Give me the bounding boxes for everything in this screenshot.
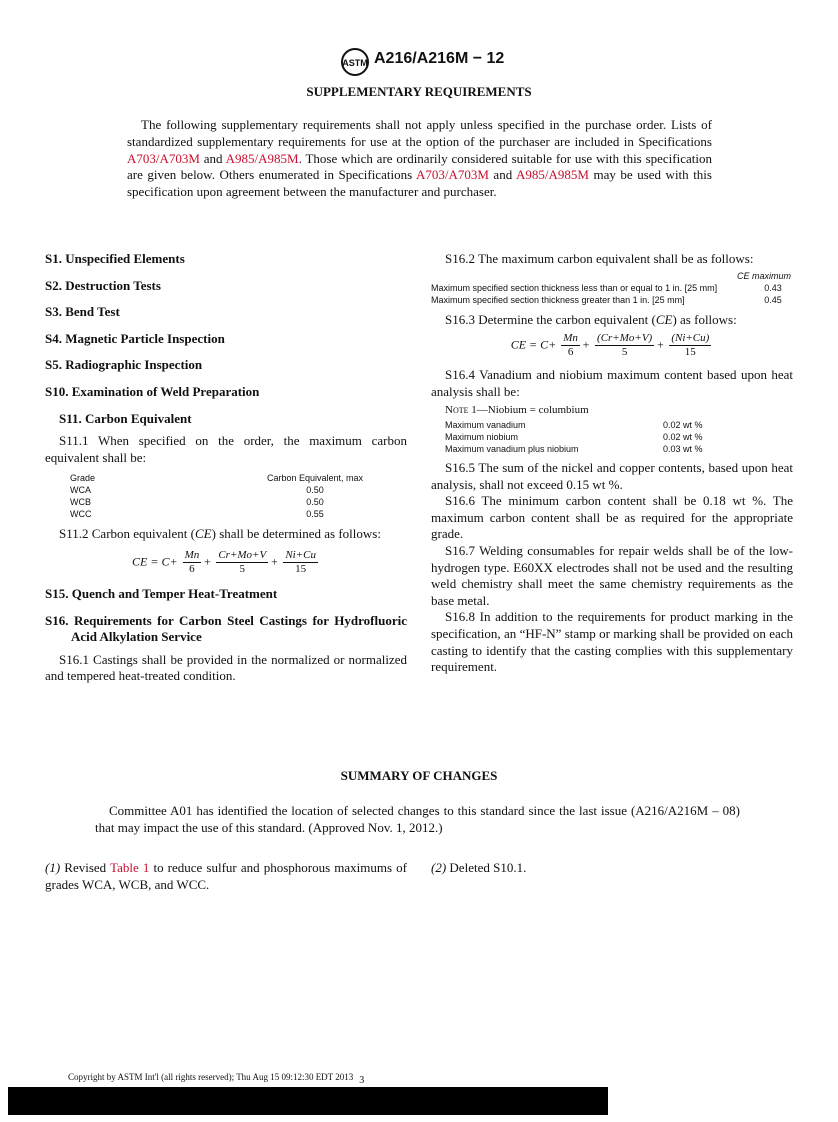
va-label: Maximum vanadium: [445, 419, 526, 430]
s10-heading: S10. Examination of Weld Preparation: [45, 383, 260, 399]
grade-cell: WCA: [70, 485, 91, 496]
ce-value-cell: 0.55: [306, 509, 324, 520]
s3-heading: S3. Bend Test: [45, 304, 120, 320]
s4-heading: S4. Magnetic Particle Inspection: [45, 330, 225, 346]
redaction-bar: [8, 1087, 608, 1115]
s16-5-text: S16.5 The sum of the nickel and copper contents, based upon heat analysis, shall not exceed 0.15 wt %.: [431, 459, 793, 492]
ce-value-cell: 0.50: [306, 497, 324, 508]
va-label: Maximum niobium: [445, 431, 519, 442]
ce-max-value: 0.45: [764, 294, 782, 305]
s11-2-text: S11.2 Carbon equivalent (CE) shall be determined as follows:: [59, 526, 381, 542]
grade-cell: WCB: [70, 497, 91, 508]
intro-text: may be used with this specification upon agreement between the manufacturer and purchaser.: [127, 167, 712, 200]
summary-title: SUMMARY OF CHANGES: [340, 768, 498, 783]
s16-6-text: S16.6 The minimum carbon content shall be 0.18 wt %. The maximum carbon content shall be as required for the appropriate grade.: [431, 493, 793, 542]
s1-heading: S1. Unspecified Elements: [45, 251, 185, 266]
supplementary-intro: [127, 117, 712, 201]
left-column: [45, 251, 407, 685]
va-value: 0.03 wt %: [663, 443, 703, 454]
grade-cell: WCC: [70, 509, 92, 520]
s11-heading: S11. Carbon Equivalent: [59, 410, 192, 426]
spec-link[interactable]: A703/A703M: [415, 167, 489, 183]
intro-text: and: [488, 167, 517, 183]
ce-header: Carbon Equivalent, max: [266, 473, 364, 484]
intro-text: . Those which are ordinarily considered suitable for use with this specification are given below. Others enumerated in Specifications: [127, 150, 712, 183]
vanadium-niobium-table: [431, 419, 793, 455]
s16-7-text: S16.7 Welding consumables for repair welds shall be of the low-hydrogen type. E60XX electrodes shall not be used and the resulting weld chemistry shall meet the same chemistry requirements as the base metal.: [431, 542, 793, 608]
va-value: 0.02 wt %: [663, 431, 703, 442]
copyright-footer: Copyright by ASTM Int'l (all rights reserved); Thu Aug 15 09:12:30 EDT 2013 3: [68, 1072, 365, 1086]
document-designation: A216/A216M − 12: [374, 50, 505, 67]
spec-link[interactable]: A703/A703M: [127, 150, 200, 166]
ce-max-table: [431, 270, 793, 306]
s2-heading: S2. Destruction Tests: [45, 277, 161, 293]
s16-2-text: S16.2 The maximum carbon equivalent shall be as follows:: [445, 251, 754, 266]
s5-heading: S5. Radiographic Inspection: [45, 357, 203, 373]
svg-text:ASTM: ASTM: [342, 58, 368, 68]
ce-value-cell: 0.50: [306, 485, 324, 496]
ce-max-header: CE maximum: [736, 270, 791, 281]
intro-text: The following supplementary requirements shall not apply unless specified in the purchase order. Lists of standardized supplementary requirements for use at the option of the purchaser are included in Specifications: [127, 117, 712, 149]
s11-1-text: S11.1 When specified on the order, the maximum carbon equivalent shall be:: [45, 433, 407, 465]
right-column: [431, 251, 793, 676]
ce-max-value: 0.43: [764, 282, 782, 293]
s16-3-text: S16.3 Determine the carbon equivalent (CE) as follows:: [445, 311, 737, 327]
summary-intro: Committee A01 has identified the location of selected changes to this standard since the last issue (A216/A216M – 08) that may impact the use of this standard. (Approved Nov. 1, 2012.): [95, 803, 740, 835]
spec-link[interactable]: A985/A985M: [516, 167, 589, 183]
note-1: Note 1—Niobium = columbium: [445, 404, 589, 417]
s16-8-text: S16.8 In addition to the requirements for product marking in the specification, an “HF-N” stamp or marking shall be provided on each casting to identify that the casting complies with this supplementary requirement.: [431, 609, 793, 675]
s16-heading: S16. Requirements for Carbon Steel Castings for Hydrofluoric Acid Alkylation Service: [45, 612, 407, 645]
grade-header: Grade: [70, 473, 96, 484]
ce-max-label: Maximum specified section thickness less than or equal to 1 in. [25 mm]: [431, 282, 718, 293]
va-value: 0.02 wt %: [663, 419, 703, 430]
table-1-link[interactable]: Table 1: [110, 860, 150, 875]
va-label: Maximum vanadium plus niobium: [445, 443, 579, 454]
ce-max-label: Maximum specified section thickness greater than 1 in. [25 mm]: [431, 294, 685, 305]
change-1: (1) Revised Table 1 to reduce sulfur and phosphorous maximums of grades WCA, WCB, and WCC.: [45, 860, 408, 892]
ce-formula-right: CE = C+ $\frac{Mn}{6}$ + $\frac{(Cr+Mo+V)}{5}$ + $\frac{(Ni+Cu)}{15}$: [510, 332, 710, 359]
ce-grade-table: [70, 472, 370, 520]
spec-link[interactable]: A985/A985M: [225, 150, 299, 166]
intro-text: and: [199, 150, 226, 166]
ce-formula-left: CE = C+ $\frac{Mn}{6}$ + $\frac{Cr+Mo+V}{5}$ + $\frac{Ni+Cu}{15}$: [132, 548, 316, 575]
supplementary-title: SUPPLEMENTARY REQUIREMENTS: [306, 84, 532, 99]
s16-4-text: S16.4 Vanadium and niobium maximum content based upon heat analysis shall be:: [431, 367, 793, 399]
change-2: (2) Deleted S10.1.: [431, 860, 527, 875]
s15-heading: S15. Quench and Temper Heat-Treatment: [45, 585, 278, 601]
page-number: 3: [359, 1075, 365, 1086]
astm-logo-icon: [340, 47, 370, 77]
s16-1-text: S16.1 Castings shall be provided in the normalized or normalized and tempered heat-treated condition.: [45, 651, 407, 684]
